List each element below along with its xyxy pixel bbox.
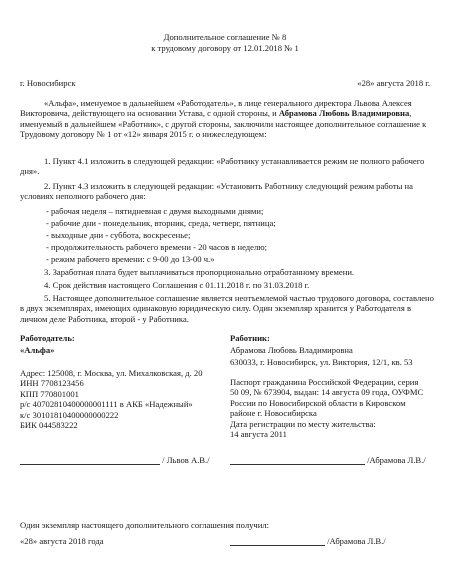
employee-passport-line: 50 09, № 673904, выдан: 14 августа 09 года, ОУФМС: [230, 387, 424, 398]
receipt-signature: [230, 536, 386, 546]
employee-signature-name: /Абрамова Л.В./: [367, 455, 426, 465]
clause-2-item: - выходные дни - суббота, воскресенье;: [46, 230, 191, 240]
employee-signature: [230, 455, 426, 465]
document-date: [357, 78, 430, 88]
clause-5: 5. Настоящее дополнительное соглашение является неотъемлемой частью трудового договора, составлено в двух экземплярах, имеющих одинаковую юридическую силу. Один экземпляр хранится у Работодателя в личном деле Работника, второй - у Работника.: [20, 293, 434, 324]
clause-2-item: - продолжительность рабочего времени - 20 часов в неделю;: [46, 242, 268, 252]
blank-line: [230, 368, 440, 377]
receipt-text: Один экземпляр настоящего дополнительного соглашения получил:: [20, 520, 270, 530]
employee-passport-line: Паспорт гражданина Российской Федерации, серия: [230, 376, 419, 387]
signature-line: [230, 545, 325, 546]
employer-signature-name: / Львов А.В./: [162, 455, 210, 465]
employer-signature: [20, 455, 210, 465]
clause-2-item: - рабочая неделя – пятидневная с двумя выходными днями;: [46, 206, 264, 216]
date-day: «28»: [357, 78, 375, 88]
document-title: Дополнительное соглашение № 8: [163, 32, 287, 42]
clause-2-item: - режим рабочего времени: с 9-00 до 13-00 ч.»: [46, 254, 215, 264]
employee-heading: Работник:: [230, 333, 270, 343]
employee-details: [230, 345, 440, 440]
employer-details: [20, 368, 225, 431]
employer-corr-account: к/с 30101810400000000222: [20, 409, 119, 420]
signature-line: [230, 464, 365, 465]
clause-4: 4. Срок действия настоящего Соглашения с 01.11.2018 г. по 31.03.2018 г.: [44, 280, 310, 290]
signature-line: [20, 464, 160, 465]
date-month-year: августа 2018 г.: [376, 78, 430, 88]
employee-address: 630033, г. Новосибирск, ул. Виктория, 12/1, кв. 53: [230, 357, 413, 368]
clause-2-item: - рабочие дни - понедельник, вторник, среда, четверг, пятница;: [46, 218, 276, 228]
clause-2: 2. Пункт 4.3 изложить в следующей редакции: «Установить Работнику следующий режим работы на условиях неполного рабочего дня:: [20, 181, 413, 202]
employer-name: «Альфа»: [20, 345, 55, 355]
employer-account: р/с 40702810400000001111 в АКБ «Надежный»: [20, 399, 193, 410]
employee-registration-label: Дата регистрации по месту жительства:: [230, 418, 376, 429]
receipt-signature-name: /Абрамова Л.В./: [327, 536, 386, 546]
employer-inn: ИНН 7708123456: [20, 378, 84, 389]
employer-kpp: КПП 770801001: [20, 388, 79, 399]
employer-heading: Работодатель:: [20, 333, 75, 343]
employee-registration-date: 14 августа 2011: [230, 429, 287, 440]
receipt-date: «28» августа 2018 года: [20, 536, 104, 546]
intro-paragraph: «Альфа», именуемое в дальнейшем «Работодатель», в лице генерального директора Львова Алексея Викторовича, действующего на основании Устава, с одной стороны, и Абрамова Любовь Владимировна, именуемый в дальнейшем «Работник», с другой стороны, заключили настоящее дополнительное соглашение к Трудовому договору № 1 от «12» января 2015 г. о нижеследующем:: [20, 98, 427, 140]
employee-name-bold: Абрамова Любовь Владимировна: [278, 108, 410, 119]
clause-3: 3. Заработная плата будет выплачиваться пропорционально отработанному времени.: [44, 267, 355, 277]
employee-passport-line: районе г. Новосибирска: [230, 408, 317, 419]
document-subtitle: к трудовому договору от 12.01.2018 № 1: [151, 43, 299, 53]
city: г. Новосибирск: [20, 78, 76, 88]
clause-1: 1. Пункт 4.1 изложить в следующей редакции: «Работнику устанавливается режим не полного рабочего дня».: [20, 156, 425, 177]
employer-bik: БИК 044583222: [20, 420, 78, 431]
employer-address: Адрес: 125008, г. Москва, ул. Михалковская, д. 20: [20, 368, 203, 378]
employee-passport-line: России по Новосибирской области в Кировском: [230, 397, 406, 408]
employee-name: Абрамова Любовь Владимировна: [230, 345, 353, 355]
